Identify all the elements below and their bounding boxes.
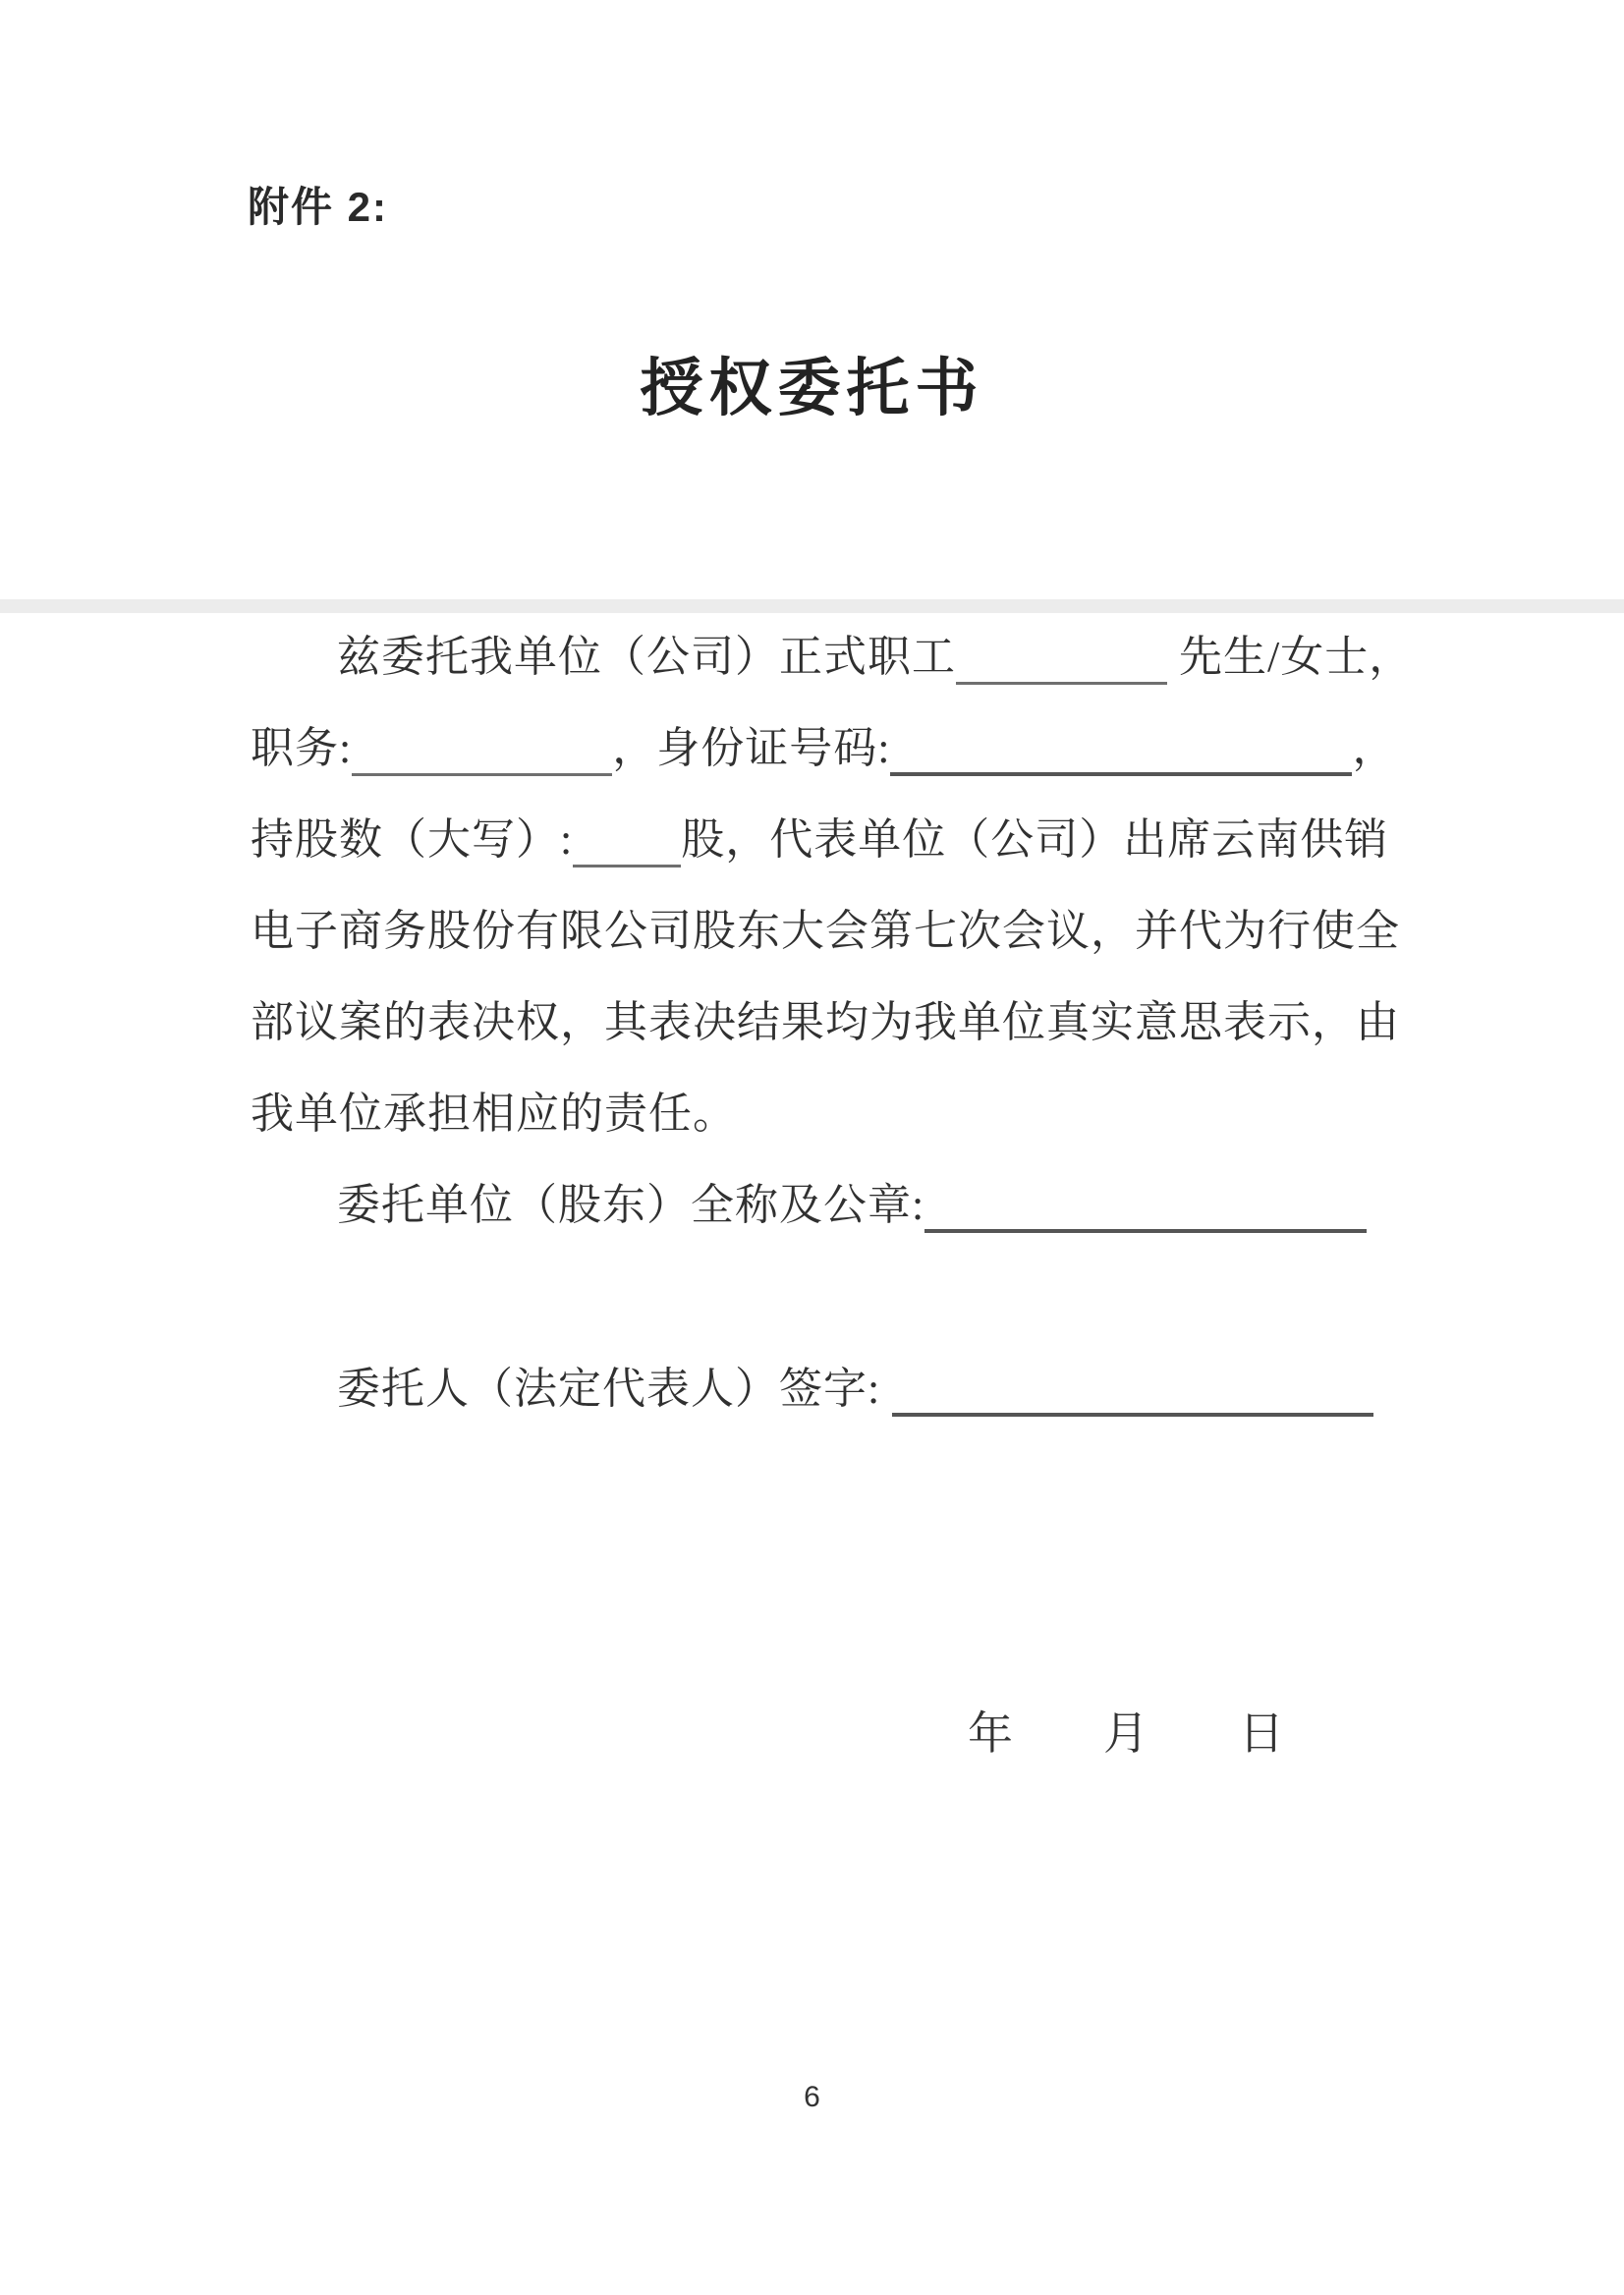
employee-name-blank — [956, 623, 1167, 685]
body-line-4 — [251, 885, 1410, 977]
body-line-2 — [251, 702, 1410, 794]
id-number-blank — [890, 713, 1352, 776]
honorific-text: 先生/女士， — [1179, 633, 1414, 681]
entrust-intro-text: 兹委托我单位（公司）正式职工 — [337, 633, 956, 681]
responsibility-text: 我单位承担相应的责任。 — [251, 1090, 737, 1138]
signer-label: 委托人（法定代表人）签字: — [337, 1365, 893, 1413]
position-label: 职务: — [251, 724, 353, 772]
attachment-label: 附件 2: — [248, 184, 389, 230]
signer-signature-blank — [892, 1354, 1373, 1417]
unit-seal-line — [251, 1159, 1410, 1251]
body-line-3 — [251, 794, 1410, 885]
body-line-6 — [251, 1068, 1410, 1159]
empty-line — [251, 1251, 1410, 1343]
year-label: 年 — [968, 1708, 1013, 1759]
month-label: 月 — [1103, 1708, 1148, 1759]
day-label: 日 — [1239, 1708, 1284, 1759]
shares-tail-text: 股，代表单位（公司）出席云南供销 — [681, 815, 1389, 864]
voting-rights-text: 部议案的表决权，其表决结果均为我单位真实意思表示，由 — [251, 998, 1400, 1046]
unit-seal-label: 委托单位（股东）全称及公章: — [337, 1181, 925, 1229]
body-line-5 — [251, 977, 1410, 1068]
document-title: 授权委托书 — [640, 354, 984, 423]
page-number: 6 — [804, 2081, 820, 2113]
id-number-label: ，身份证号码: — [612, 724, 891, 772]
meeting-text: 电子商务股份有限公司股东大会第七次会议，并代为行使全 — [251, 907, 1400, 955]
date-line — [968, 1698, 1284, 1763]
unit-seal-blank — [924, 1170, 1367, 1233]
line2-comma: ， — [1352, 724, 1397, 772]
shares-held-label: 持股数（大写）: — [251, 815, 574, 864]
document-body — [251, 611, 1414, 1434]
body-line-1 — [251, 611, 1414, 702]
signer-signature-line — [251, 1343, 1410, 1434]
shares-count-blank — [573, 806, 681, 868]
position-blank — [352, 714, 612, 776]
